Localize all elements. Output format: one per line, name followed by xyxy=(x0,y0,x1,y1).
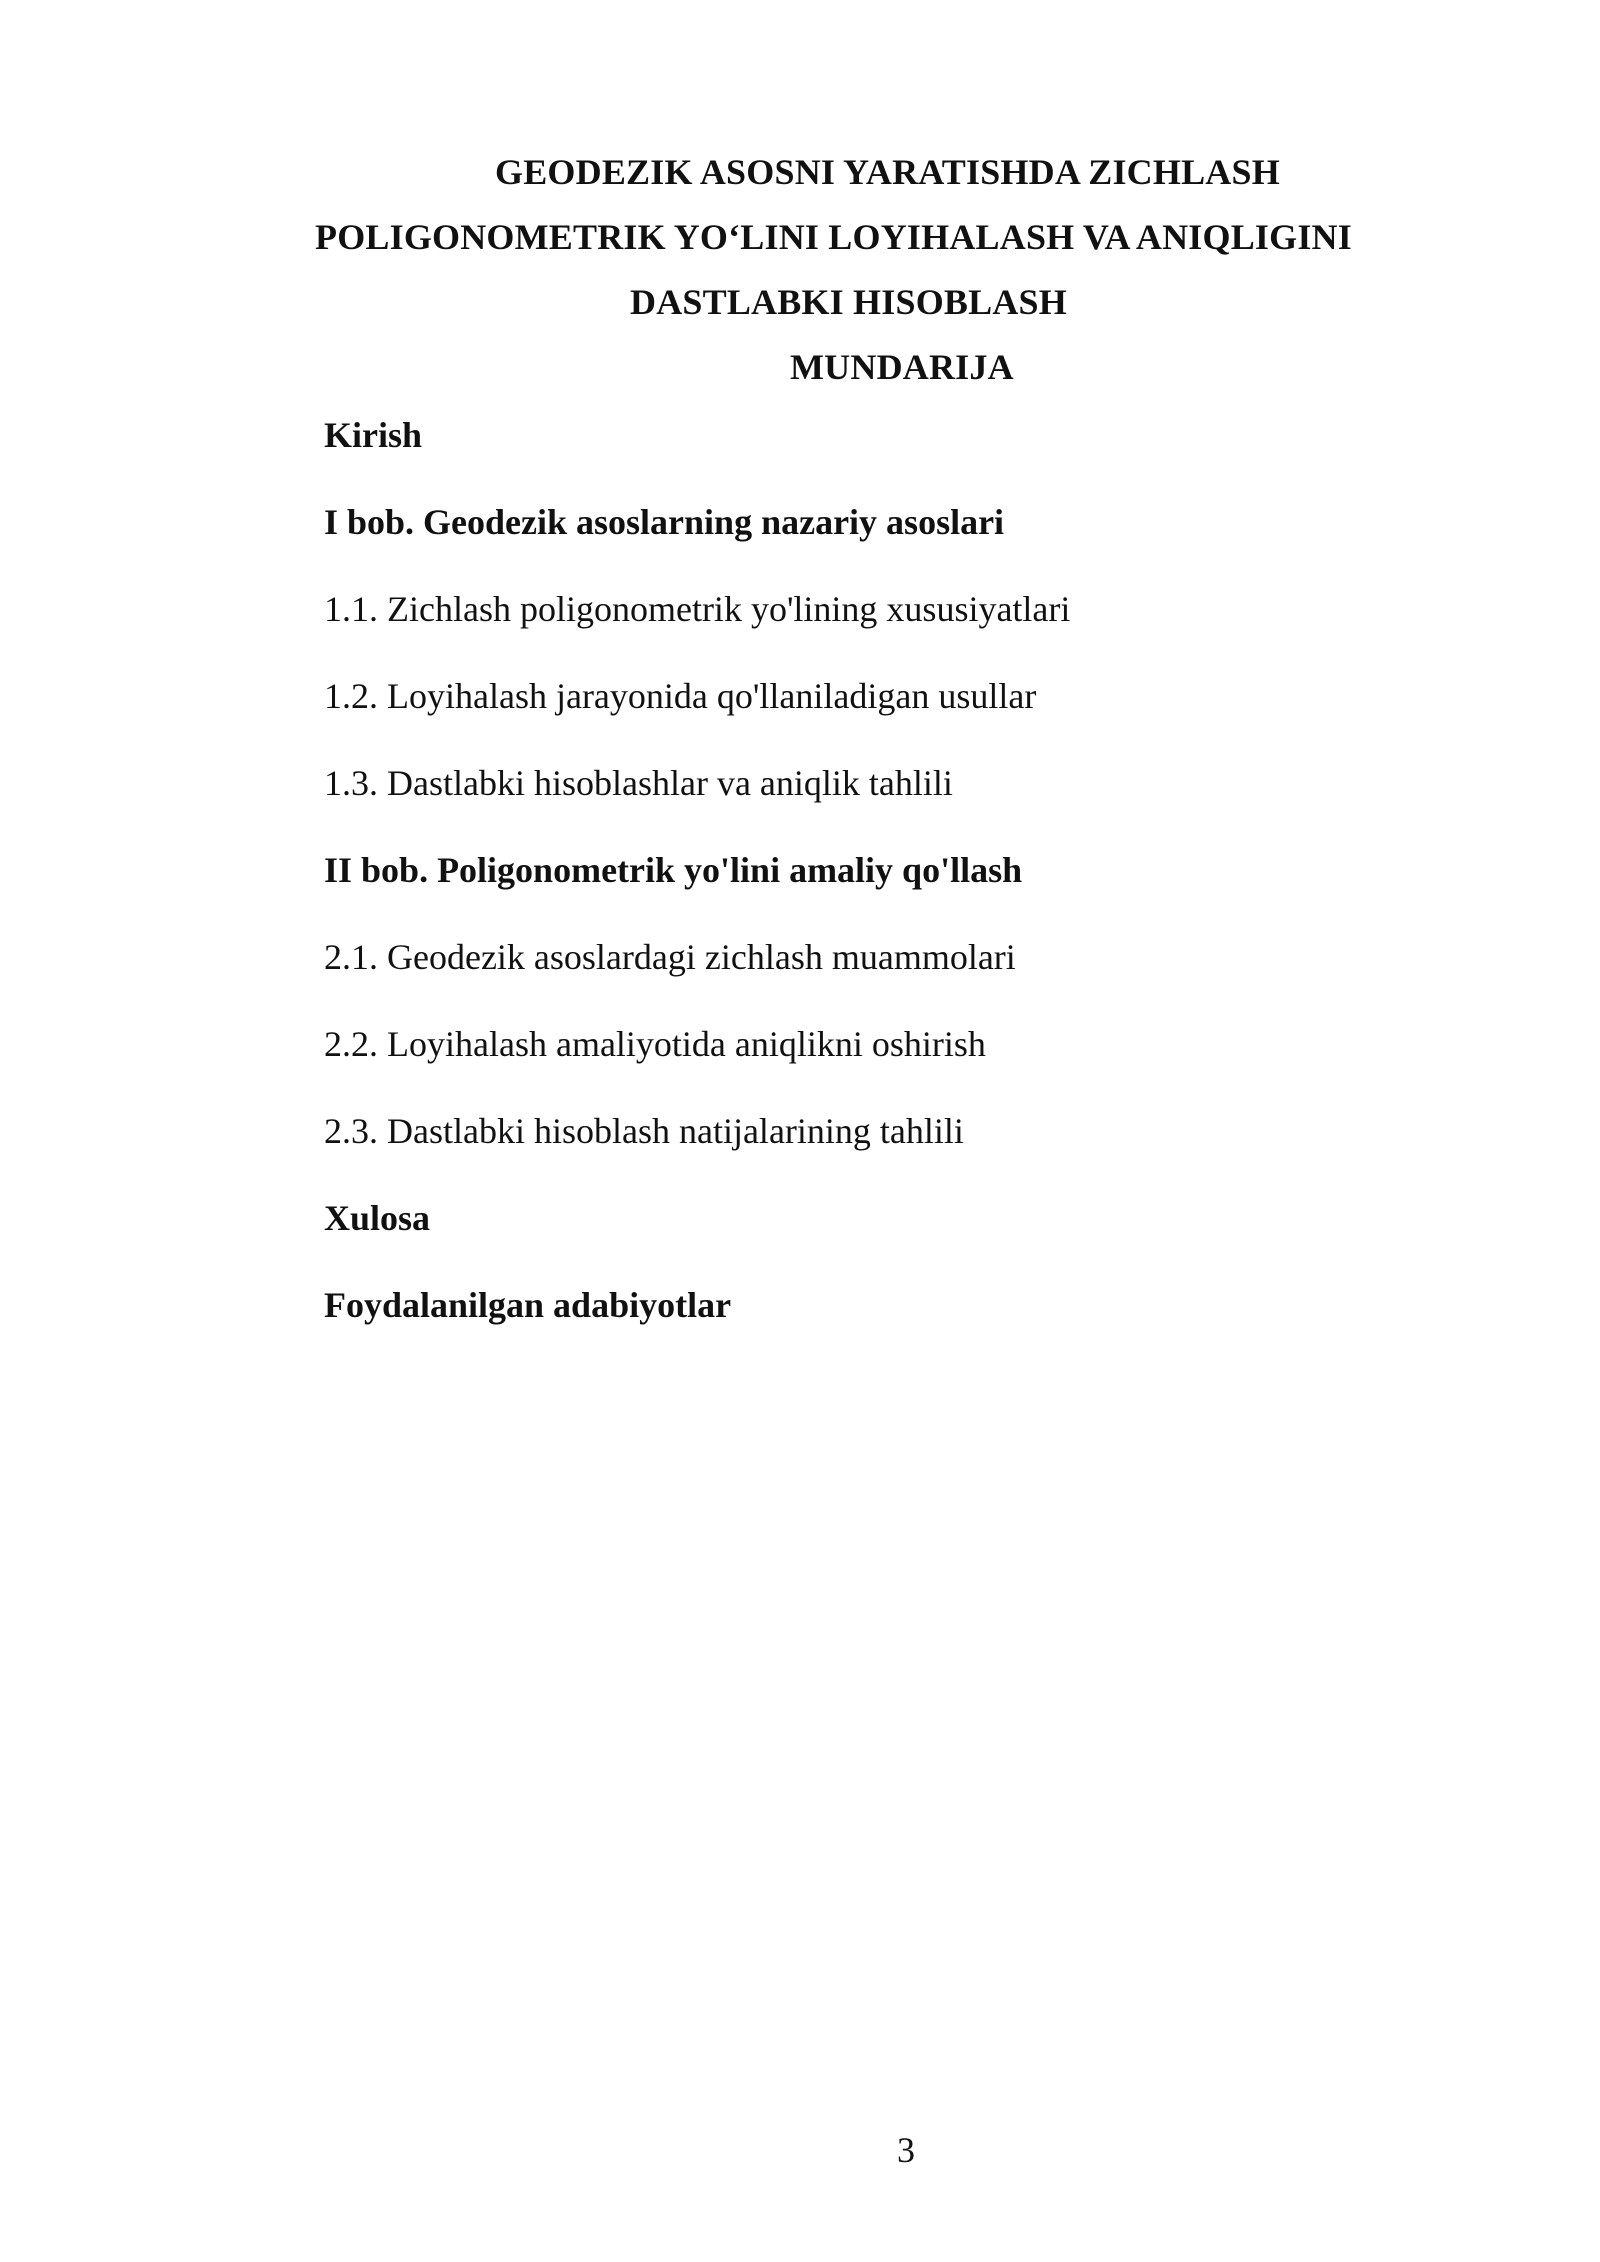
page-number: 3 xyxy=(897,2130,915,2170)
toc-item-section-2-1: 2.1. Geodezik asoslardagi zichlash muammolari xyxy=(324,937,1016,977)
title-line-2: POLIGONOMETRIK YO‘LINI LOYIHALASH VA ANIQLIGINI xyxy=(315,217,1352,257)
toc-item-section-1-1: 1.1. Zichlash poligonometrik yo'lining xususiyatlari xyxy=(324,589,1071,629)
toc-item-introduction: Kirish xyxy=(324,415,423,455)
toc-item-section-1-2: 1.2. Loyihalash jarayonida qo'llaniladigan usullar xyxy=(324,676,1037,716)
title-line-3: DASTLABKI HISOBLASH xyxy=(630,282,1067,322)
toc-item-section-2-3: 2.3. Dastlabki hisoblash natijalarining tahlili xyxy=(324,1111,964,1151)
toc-item-section-2-2: 2.2. Loyihalash amaliyotida aniqlikni oshirish xyxy=(324,1024,986,1064)
toc-item-chapter-2: II bob. Poligonometrik yo'lini amaliy qo'llash xyxy=(324,850,1023,890)
contents-heading: MUNDARIJA xyxy=(790,347,1014,387)
table-of-contents xyxy=(324,413,1424,1370)
toc-item-conclusion: Xulosa xyxy=(324,1198,431,1238)
toc-item-section-1-3: 1.3. Dastlabki hisoblashlar va aniqlik tahlili xyxy=(324,763,953,803)
title-line-1: GEODEZIK ASOSNI YARATISHDA ZICHLASH xyxy=(495,152,1280,192)
toc-item-chapter-1: I bob. Geodezik asoslarning nazariy asoslari xyxy=(324,502,1005,542)
toc-item-references: Foydalanilgan adabiyotlar xyxy=(324,1285,732,1325)
